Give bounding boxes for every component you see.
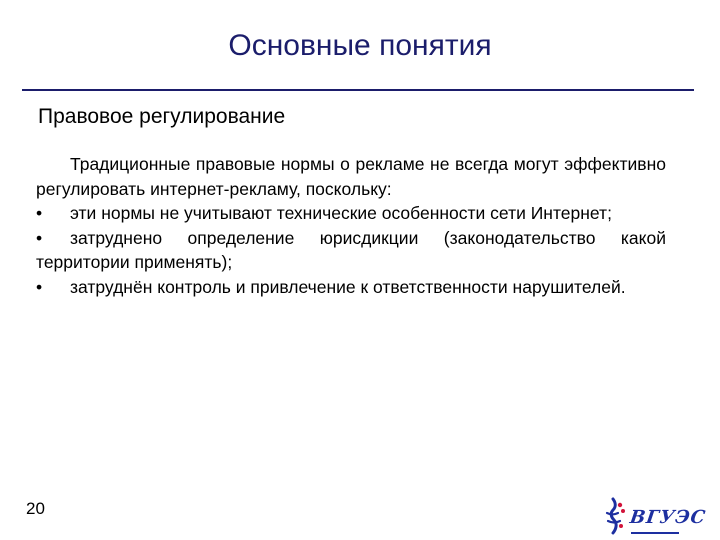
- bullet-marker: •: [36, 276, 43, 297]
- bullet-text: эти нормы не учитывают технические особенности сети Интернет;: [70, 203, 612, 223]
- university-emblem-icon: [603, 497, 633, 537]
- bullet-marker: •: [36, 227, 43, 248]
- title-divider: [22, 89, 694, 91]
- bullet-item: [36, 275, 666, 300]
- intro-paragraph: Традиционные правовые нормы о рекламе не всегда могут эффективно регулировать интернет-рекламу, поскольку:: [36, 154, 666, 199]
- bullet-item: [36, 201, 666, 226]
- slide-title: Основные понятия: [228, 29, 492, 62]
- bullet-text: затруднён контроль и привлечение к ответственности нарушителей.: [70, 276, 626, 297]
- bullet-item: [36, 226, 666, 275]
- slide-body: [36, 152, 666, 299]
- university-logo: [603, 497, 708, 537]
- logo-wordmark: ВГУЭС: [628, 507, 708, 528]
- bullet-text: затруднено определение юрисдикции (законодательство какой территории применять);: [36, 227, 666, 272]
- logo-underline: [631, 532, 679, 534]
- page-number: 20: [26, 499, 45, 518]
- bullet-marker: •: [36, 203, 43, 223]
- section-heading: Правовое регулирование: [38, 105, 286, 128]
